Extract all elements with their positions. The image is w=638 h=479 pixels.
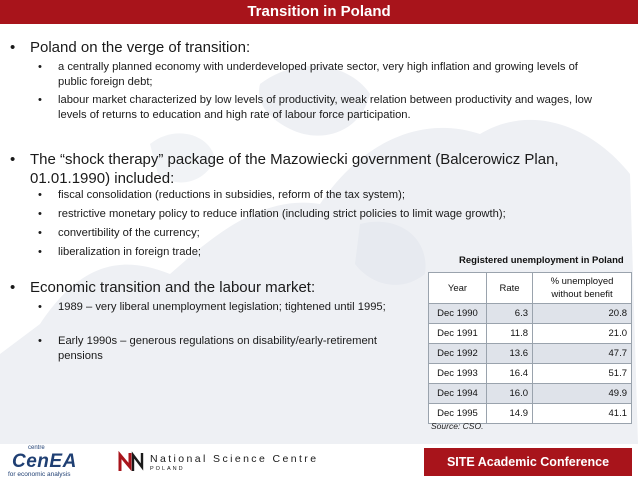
table-row (429, 304, 632, 324)
cell-rate: 16.0 (487, 384, 533, 404)
column-header-rate: Rate (487, 273, 533, 304)
cell-year: Dec 1990 (429, 304, 487, 324)
sub-bullet-text: a centrally planned economy with underdeveloped private sector, very high inflation and growing levels of public foreign debt; (58, 61, 578, 88)
column-header-year: Year (429, 273, 487, 304)
conference-label: SITE Academic Conference (424, 448, 632, 476)
sub-bullet (38, 93, 598, 123)
column-header-unemployed-without-benefit: % unemployed without benefit (533, 273, 632, 304)
table-caption: Registered unemployment in Poland (459, 255, 624, 266)
ncn-logo-icon (118, 451, 144, 473)
cell-rate: 14.9 (487, 404, 533, 424)
cell-pct-without-benefit: 21.0 (533, 324, 632, 344)
cell-year: Dec 1993 (429, 364, 487, 384)
cell-pct-without-benefit: 49.9 (533, 384, 632, 404)
table-row (429, 384, 632, 404)
cell-year: Dec 1992 (429, 344, 487, 364)
bullet-icon: • (10, 151, 16, 168)
cell-rate: 11.8 (487, 324, 533, 344)
sub-bullet (38, 188, 618, 203)
cell-pct-without-benefit: 47.7 (533, 344, 632, 364)
cell-rate: 16.4 (487, 364, 533, 384)
cell-rate: 13.6 (487, 344, 533, 364)
bullet-heading (10, 38, 620, 57)
bullet-icon: • (38, 301, 42, 313)
bullet-icon: • (38, 189, 42, 201)
table-row (429, 344, 632, 364)
cell-year: Dec 1991 (429, 324, 487, 344)
ncn-name: National Science Centre (150, 453, 319, 465)
section-heading: Poland on the verge of transition: (30, 39, 251, 56)
table-row (429, 364, 632, 384)
sub-bullet (38, 226, 618, 241)
bullet-icon: • (38, 335, 42, 347)
bullet-icon: • (38, 61, 42, 73)
sub-bullet-text: restrictive monetary policy to reduce inflation (including strict policies to limit wage growth); (58, 208, 506, 220)
bullet-heading (10, 278, 420, 297)
cell-year: Dec 1994 (429, 384, 487, 404)
cenea-logo-top-text: centre (28, 445, 45, 451)
table-source-note: Source: CSO. (431, 421, 484, 431)
table-row (429, 324, 632, 344)
sub-bullet-text: 1989 – very liberal unemployment legislation; tightened until 1995; (58, 301, 386, 313)
cenea-logo-bottom-text: for economic analysis (8, 471, 71, 478)
cenea-logo (6, 446, 102, 478)
cell-pct-without-benefit: 20.8 (533, 304, 632, 324)
sub-bullet (38, 334, 408, 364)
bullet-heading (10, 150, 620, 188)
sub-bullet-text: liberalization in foreign trade; (58, 246, 202, 258)
sub-bullet-text: Early 1990s – generous regulations on disability/early-retirement pensions (58, 335, 378, 362)
ncn-country: POLAND (150, 466, 185, 472)
section-heading: Economic transition and the labour market: (30, 279, 316, 296)
sub-bullet-text: labour market characterized by low levels of productivity, weak relation between productivity and wages, low levels of returns to education and high rate of labour force participation. (58, 94, 592, 121)
slide-title: Transition in Poland (0, 0, 638, 24)
sub-bullet (38, 207, 618, 222)
sub-bullet-text: fiscal consolidation (reductions in subsidies, reform of the tax system); (58, 189, 405, 201)
cenea-logo-word: CenEA (12, 451, 77, 472)
cell-pct-without-benefit: 51.7 (533, 364, 632, 384)
cell-rate: 6.3 (487, 304, 533, 324)
bullet-icon: • (38, 94, 42, 106)
unemployment-table (428, 272, 632, 424)
cell-pct-without-benefit: 41.1 (533, 404, 632, 424)
cell-year: Dec 1995 (429, 404, 487, 424)
section-heading: The “shock therapy” package of the Mazowiecki government (Balcerowicz Plan, 01.01.1990) included: (30, 151, 559, 187)
slide-footer (0, 444, 638, 479)
sub-bullet (38, 300, 428, 315)
bullet-icon: • (38, 208, 42, 220)
bullet-icon: • (38, 227, 42, 239)
sub-bullet-text: convertibility of the currency; (58, 227, 200, 239)
bullet-icon: • (38, 246, 42, 258)
bullet-icon: • (10, 39, 16, 56)
bullet-icon: • (10, 279, 16, 296)
table-header-row (429, 273, 632, 304)
sub-bullet (38, 60, 598, 90)
